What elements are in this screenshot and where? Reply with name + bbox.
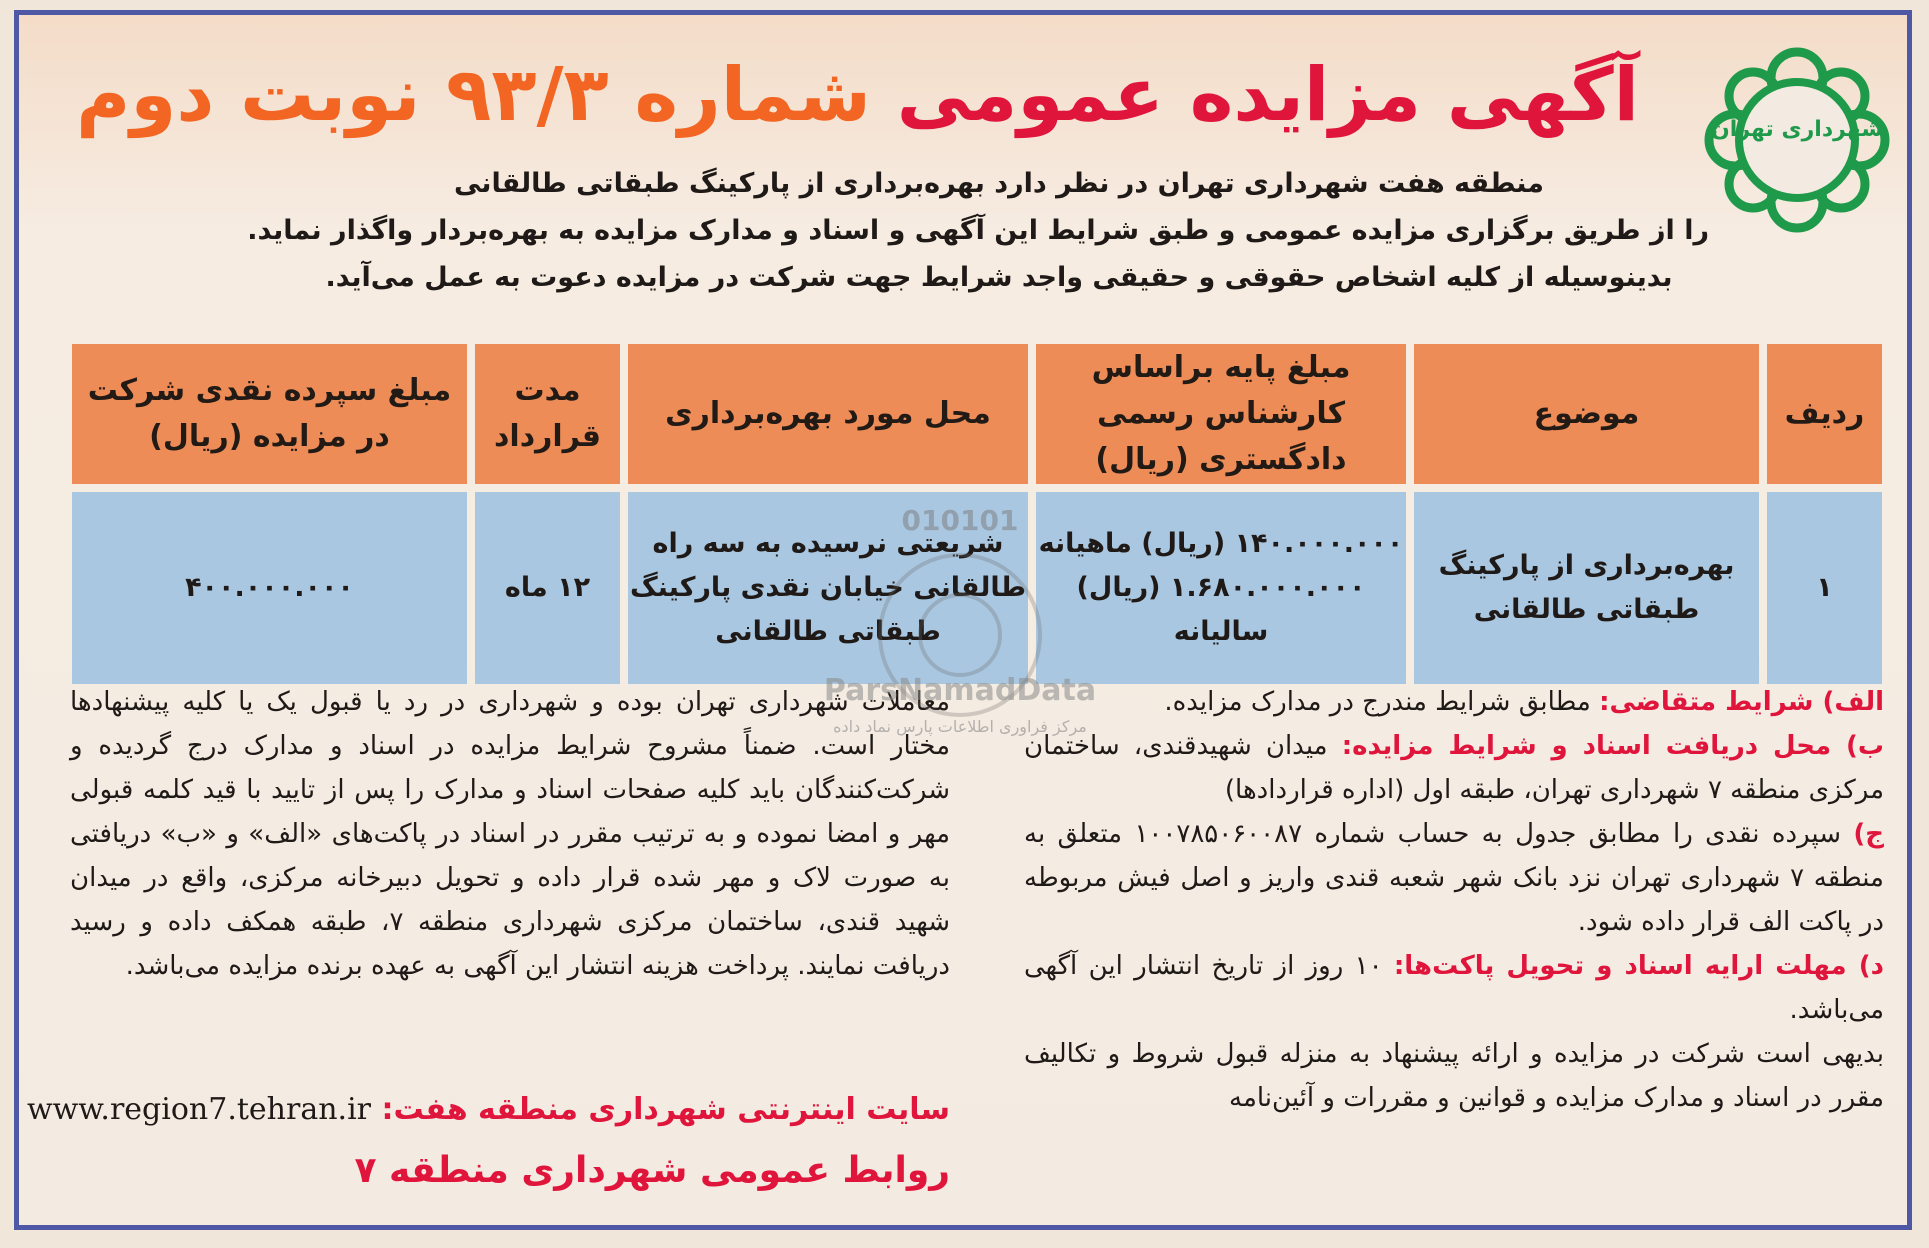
- intro-line-1: منطقه هفت شهرداری تهران در نظر دارد بهره‌برداری از پارکینگ طبقاتی طالقانی: [453, 168, 1544, 199]
- watermark-brand: ParsNamadData: [823, 673, 1097, 708]
- header-subject: موضوع: [1414, 344, 1759, 484]
- condition-c-text: سپرده نقدی را مطابق جدول به حساب شماره ۱۰۰۷۸۵۰۶۰۰۸۷ متعلق به منطقه ۷ شهرداری تهران نزد بانک شهر شعبه قندی واریز و اصل فیش مربوطه در پاکت الف قرار داده شود.: [1024, 819, 1884, 937]
- ad-title: [76, 40, 1639, 150]
- watermark-code: 010101: [901, 504, 1019, 537]
- watermark-subtitle: مرکز فراوری اطلاعات پارس نماد داده: [833, 717, 1087, 736]
- condition-a-text: مطابق شرایط مندرج در مدارک مزایده.: [1164, 687, 1591, 717]
- title-number: شماره ۹۳/۳ نوبت دوم: [76, 52, 871, 138]
- condition-left-text: معاملات شهرداری تهران بوده و شهرداری در رد یا قبول یک یا کلیه پیشنهادها مختار است. ضمناً مشروح شرایط مزایده در اسناد و مدارک درج گردیده و شرکت‌کنندگان باید کلیه صفحات اسناد و مدارک را پس از تایید با قید کلمه قبولی مهر و امضا نموده و به ترتیب مقرر در اسناد در پاکت‌های «الف» و «ب» دریافتی به صورت لاک و مهر شده قرار داده و تحویل دبیرخانه مرکزی، واقع در میدان شهید قندی، ساختمان مرکزی شهرداری منطقه ۷، طبقه همکف داده و رسید دریافت نمایند. پرداخت هزینه انتشار این آگهی به عهده برنده مزایده می‌باشد.: [70, 687, 950, 981]
- website-line: [26, 1092, 950, 1127]
- title-main: آگهی مزایده عمومی: [896, 52, 1639, 138]
- header-duration: مدت قرارداد: [475, 344, 620, 484]
- header-row-number: ردیف: [1767, 344, 1882, 484]
- condition-b-text: میدان شهیدقندی، ساختمان مرکزی منطقه ۷ شهرداری تهران، طبقه اول (اداره قراردادها): [1024, 731, 1884, 805]
- condition-e-text: بدیهی است شرکت در مزایده و ارائه پیشنهاد به منزله قبول شروط و تکالیف مقرر در اسناد و مدارک مزایده و قوانین و مقررات و آئین‌نامه: [1024, 1039, 1884, 1113]
- condition-d-label: د) مهلت ارایه اسناد و تحویل پاکت‌ها:: [1393, 951, 1884, 981]
- tehran-municipality-logo: [1697, 40, 1897, 240]
- condition-c-label: ج): [1853, 819, 1885, 849]
- conditions-left-column: [70, 680, 950, 988]
- logo-text: شهرداری تهران: [1711, 117, 1883, 142]
- conditions-right-column: [1024, 680, 1884, 1120]
- cell-subject: بهره‌برداری از پارکینگ طبقاتی طالقانی: [1414, 492, 1759, 684]
- condition-a-label: الف) شرایط متقاضی:: [1599, 687, 1884, 717]
- condition-b-label: ب) محل دریافت اسناد و شرایط مزایده:: [1341, 731, 1885, 761]
- intro-line-3: بدینوسیله از کلیه اشخاص حقوقی و حقیقی واجد شرایط جهت شرکت در مزایده دعوت به عمل می‌آید.: [325, 262, 1673, 293]
- condition-d-text: ۱۰ روز از تاریخ انتشار این آگهی می‌باشد.: [1024, 951, 1884, 1025]
- cell-duration: ۱۲ ماه: [475, 492, 620, 684]
- cell-base-price: [1036, 492, 1406, 684]
- header-base-price: مبلغ پایه براساس کارشناس رسمی دادگستری (ریال): [1036, 344, 1406, 484]
- auction-table: [64, 336, 1890, 692]
- header-deposit: مبلغ سپرده نقدی شرکت در مزایده (ریال): [72, 344, 467, 484]
- price-monthly: ۱۴۰.۰۰۰.۰۰۰ (ریال) ماهیانه: [1038, 528, 1404, 559]
- intro-line-2: را از طریق برگزاری مزایده عمومی و طبق شرایط این آگهی و اسناد و مدارک مزایده به بهره‌بردار واگذار نماید.: [247, 215, 1709, 246]
- table-row: [72, 492, 1882, 684]
- price-yearly: ۱.۶۸۰.۰۰۰.۰۰۰ (ریال) سالیانه: [1076, 572, 1366, 647]
- cell-row-number: ۱: [1767, 492, 1882, 684]
- website-label: سایت اینترنتی شهرداری منطقه هفت:: [381, 1092, 950, 1127]
- table-header-row: [72, 344, 1882, 484]
- website-url[interactable]: www.region7.tehran.ir: [26, 1092, 372, 1127]
- intro-paragraph: [247, 160, 1709, 301]
- header-location: محل مورد بهره‌برداری: [628, 344, 1028, 484]
- cell-location: شریعتی نرسیده به سه راه طالقانی خیابان نقدی پارکینگ طبقاتی طالقانی: [628, 492, 1028, 684]
- cell-deposit: ۴۰۰.۰۰۰.۰۰۰: [72, 492, 467, 684]
- public-relations-signature: روابط عمومی شهرداری منطقه ۷: [354, 1150, 950, 1191]
